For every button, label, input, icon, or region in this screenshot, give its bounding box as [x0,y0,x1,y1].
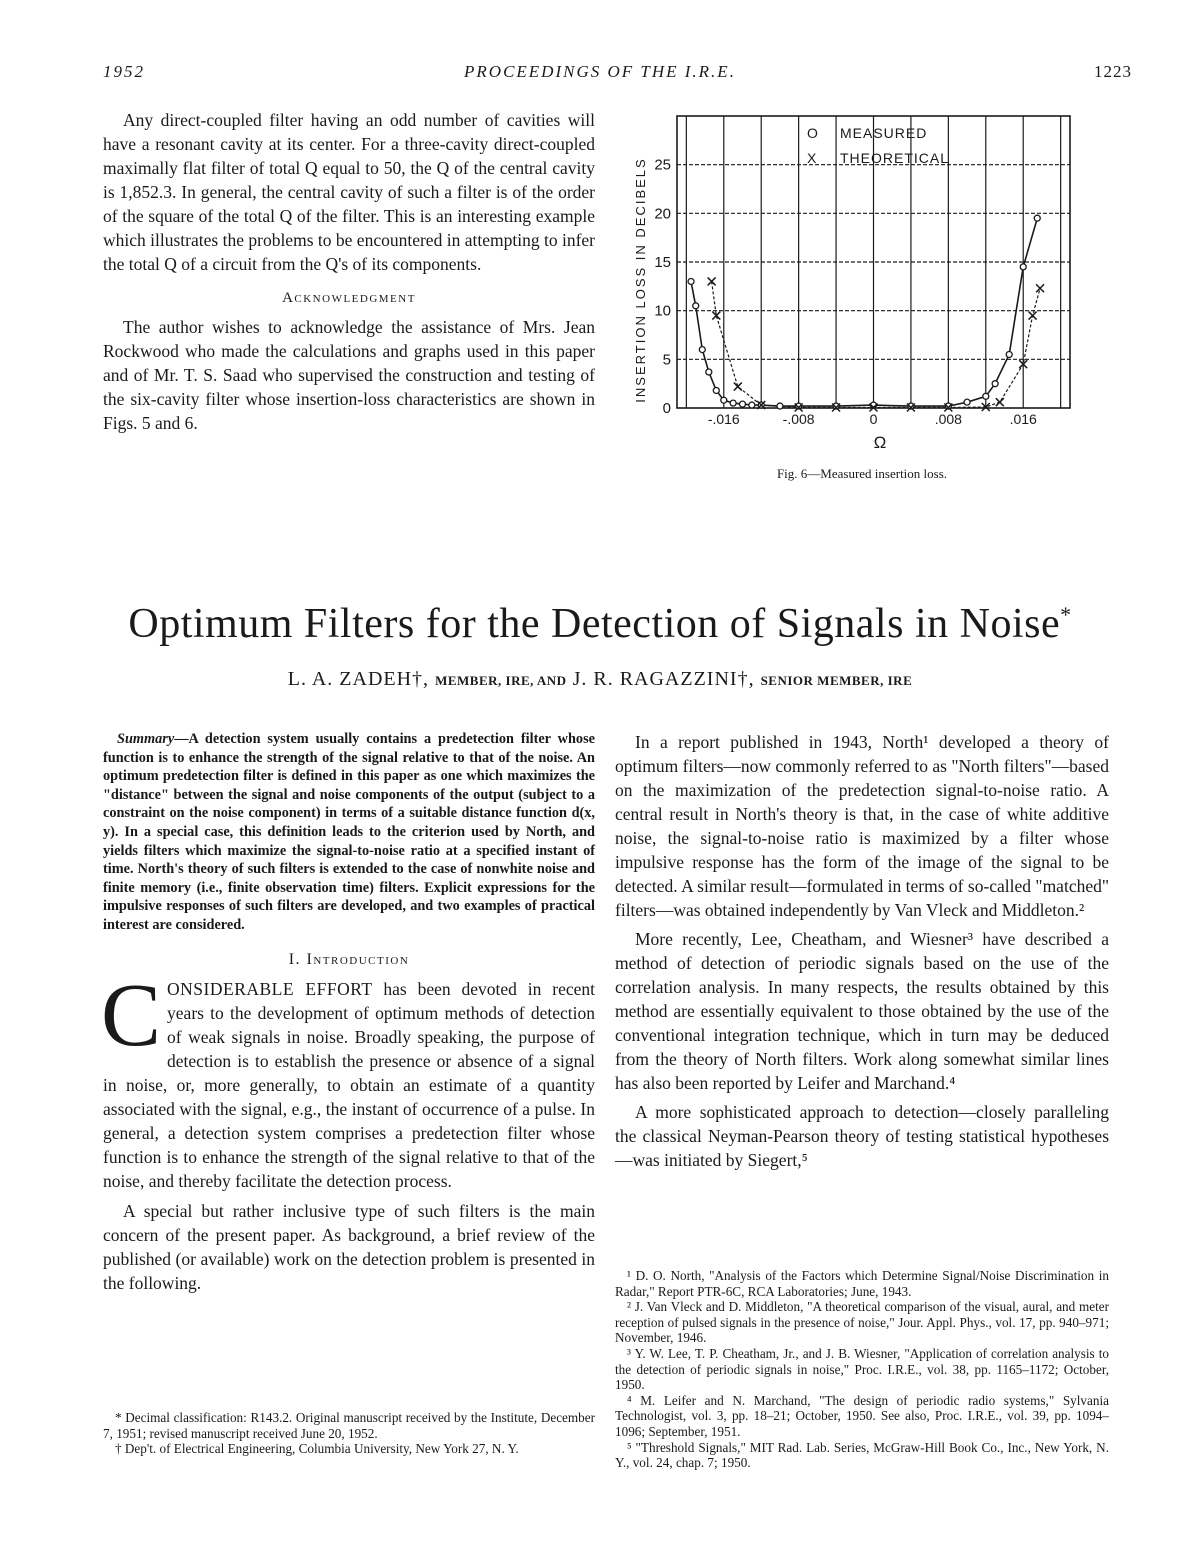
legend-theoretical-marker: X [807,150,817,166]
summary [103,730,595,935]
legend-theoretical-label: THEORETICAL [840,150,950,166]
measured-point [688,278,694,284]
y-tick-label: 20 [654,205,671,223]
y-tick-label: 10 [654,302,671,320]
article-authors [0,668,1200,691]
measured-point [721,397,727,403]
previous-article-paragraph: Any direct-coupled filter having an odd number of cavities will have a resonant cavity at its center. For a three-cavity direct-coupled maximally flat filter of total Q equal to 50, the Q of the central cavity is 1,852.3. In general, the central cavity of such a filter is of the order of the square of the total Q of the filter. This is an interesting example which illustrates the problems to be encountered in attempting to infer the total Q of a circuit from the Q's of its components. [103,110,595,274]
y-tick-label: 0 [662,400,671,417]
x-tick-label: -.016 [707,411,740,427]
author-2-role: SENIOR MEMBER, IRE [760,673,913,688]
article-title-text: Optimum Filters for the Detection of Signals in Noise [128,601,1061,647]
left-footnotes [103,1410,595,1457]
measured-point [1020,264,1026,270]
theoretical-point [734,383,742,391]
x-tick-label: .008 [934,411,962,427]
right-paragraph-3: A more sophisticated approach to detection—closely paralleling the classical Neyman-Pearson theory of testing statistical hypotheses—was initiated by Siegert,⁵ [615,1102,1109,1170]
right-column [615,730,1109,1172]
figure-caption: Fig. 6—Measured insertion loss. [776,466,948,481]
previous-article-end [103,108,595,435]
x-tick-label: .016 [1009,411,1037,427]
y-tick-label: 15 [654,254,671,271]
footnote-2: ² J. Van Vleck and D. Middleton, "A theoretical comparison of the visual, aural, and meter reception of pulsed signals in the presence of noise," Jour. Appl. Phys., vol. 17, pp. 940–971; November, 1946. [615,1299,1109,1346]
legend-measured-label: MEASURED [840,125,928,141]
right-footnotes [615,1268,1109,1471]
insertion-loss-chart [625,108,1095,453]
measured-point [693,303,699,309]
right-paragraph-2: More recently, Lee, Cheatham, and Wiesner³ have described a method of detection of periodic signals based on the use of the correlation analysis. In many respects, the results obtained by this method are essentially equivalent to those obtained by the use of the conventional integration technique, which in turn may be deduced from the theory of North filters. Work along somewhat similar lines has also been reported by Leifer and Marchand.⁴ [615,929,1109,1093]
author-1-role: MEMBER, IRE, AND [435,673,567,688]
right-paragraph-1: In a report published in 1943, North¹ developed a theory of optimum filters—now commonly referred to as "North filters"—based on the maximization of the predetection signal-to-noise ratio. A central result in North's theory is that, in the case of white additive noise, the signal-to-noise ratio is maximized by a filter whose impulsive response has the form of the image of the signal to be detected. A similar result—formulated in terms of so-called "matched" filters—was obtained independently by Van Vleck and Middleton.² [615,732,1109,920]
chart-x-axis-label: Ω [873,433,887,452]
footnote-affiliation: † Dep't. of Electrical Engineering, Columbia University, New York 27, N. Y. [115,1441,519,1457]
introduction-paragraph-1-text: has been devoted in recent years to the development of optimum methods of detection of weak signals in noise. Broadly speaking, the purpose of detection is to establish the presence or absence of a signal in noise, or, more generally, to obtain an estimate of a quantity associated with the signal, e.g., the instant of occurrence of a pulse. In general, a detection system comprises a predetection filter whose function is to enhance the strength of the signal relative to that of the noise, and thereby facilitate the detection process. [103,978,595,1191]
y-tick-label: 25 [654,156,671,174]
drop-cap: C [101,965,162,1065]
header-page-number: 1223 [1094,62,1132,81]
theoretical-point [996,398,1004,406]
measured-point [713,387,719,393]
theoretical-point [1029,312,1037,320]
theoretical-point [1036,284,1044,292]
acknowledgment-text: The author wishes to acknowledge the assistance of Mrs. Jean Rockwood who made the calculations and graphs used in this paper and of Mr. T. S. Saad who supervised the construction and testing of the six-cavity filter whose insertion-loss characteristics are shown in Figs. 5 and 6. [103,317,595,433]
header-year: 1952 [103,62,145,81]
author-2-name: J. R. RAGAZZINI†, [572,668,755,690]
article-title-footnote-mark: * [1060,602,1072,627]
footnote-1: ¹ D. O. North, "Analysis of the Factors which Determine Signal/Noise Discrimination in Radar," Report PTR-6C, RCA Laboratories; June, 1943. [615,1268,1109,1299]
measured-point [992,381,998,387]
measured-point [730,400,736,406]
footnote-classification: * Decimal classification: R143.2. Original manuscript received by the Institute, December 7, 1951; revised manuscript received June 20, 1952. [103,1410,595,1441]
measured-point [964,399,970,405]
footnote-5: ⁵ "Threshold Signals," MIT Rad. Lab. Series, McGraw-Hill Book Co., Inc., New York, N. Y., vol. 24, chap. 7; 1950. [615,1439,1109,1471]
summary-lead: Summary [117,731,175,747]
chart-y-axis-label: INSERTION LOSS IN DECIBELS [633,157,648,403]
left-column [103,730,595,1295]
y-tick-label: 5 [662,351,671,369]
introduction-paragraph-2: A special but rather inclusive type of such filters is the main concern of the present paper. As background, a brief review of the published (or available) work on the detection problem is presented in the following. [103,1200,595,1293]
footnote-3: ³ Y. W. Lee, T. P. Cheatham, Jr., and J. B. Wiesner, "Application of correlation analysis to the detection of periodic signals in noise," Proc. I.R.E., vol. 38, pp. 1165–1172; October, 1950. [615,1345,1109,1393]
measured-point [699,347,705,353]
introduction-heading: I. Introduction [288,950,410,968]
summary-text: —A detection system usually contains a predetection filter whose function is to enhance the strength of the signal relative to that of the noise. An optimum predetection filter is defined in this paper as one which maximizes the "distance" between the signal and noise components of the output (subject to a constraint on the noise component) in terms of a suitable distance function d(x, y). In a special case, this definition leads to the criterion used by North, and yields filters which maximize the signal-to-noise ratio at a specified instant of time. North's theory of such filters is extended to the case of nonwhite noise and finite memory (i.e., finite observation time) filters. Explicit expressions for the impulsive responses of such filters are developed, and two examples of practical interest are considered. [103,731,595,933]
measured-point [777,403,783,409]
measured-point [749,402,755,408]
x-tick-label: -.008 [782,411,815,427]
article-title [0,600,1200,648]
chart-legend [807,125,949,166]
author-1-name: L. A. ZADEH†, [287,668,430,690]
introduction-lead-caps: ONSIDERABLE EFFORT [167,978,373,999]
measured-point [1006,351,1012,357]
header-journal: PROCEEDINGS OF THE I.R.E. [464,62,736,81]
measured-point [706,369,712,375]
footnote-4: ⁴ M. Leifer and N. Marchand, "The design of periodic radio systems," Sylvania Technologist, vol. 3, pp. 18–21; October, 1950. See also, Proc. I.R.E., vol. 39, pp. 1094–1096; September, 1951. [615,1392,1109,1439]
x-tick-label: 0 [869,411,878,427]
measured-point [740,401,746,407]
measured-point [1034,215,1040,221]
legend-measured-marker: O [807,125,818,141]
introduction-paragraph-1 [101,965,595,1193]
acknowledgment-heading: Acknowledgment [282,290,416,306]
measured-point [983,393,989,399]
